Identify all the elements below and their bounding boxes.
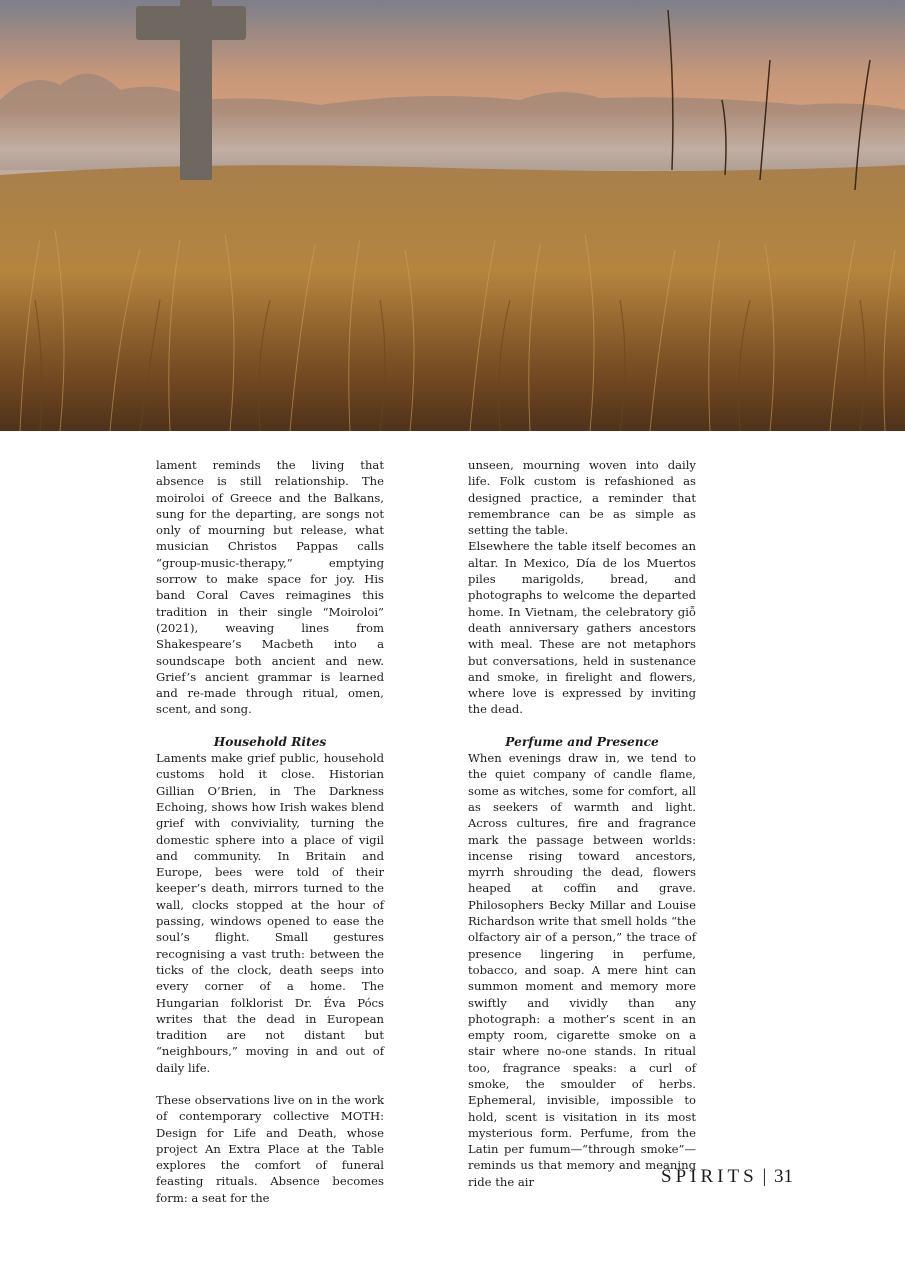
- misty-meadow-cross-photo: [0, 0, 905, 431]
- magazine-name: SPIRITS: [661, 1166, 758, 1187]
- page-number: 31: [774, 1166, 793, 1187]
- header-photo: [0, 0, 905, 431]
- heading-household-rites: Household Rites: [213, 734, 327, 749]
- right-column: [468, 457, 696, 1190]
- left-column: [156, 457, 384, 1206]
- left-paragraph-3: These observations live on in the work of contemporary collective MOTH: Design for Life and Death, whose project An Extra Place at the Table explores the comfort of funeral feasting rituals. Absence becomes form: a seat for the: [156, 1092, 384, 1205]
- right-paragraph-2: Elsewhere the table itself becomes an altar. In Mexico, Día de los Muertos piles marigolds, bread, and photographs to welcome the departed home. In Vietnam, the celebratory giỗ death anniversary gathers ancestors with meal. These are not metaphors but conversations, held in sustenance and smoke, in firelight and flowers, where love is expressed by inviting the dead.: [468, 539, 696, 717]
- page-footer: [661, 1166, 793, 1188]
- left-paragraph-2: Laments make grief public, household customs hold it close. Historian Gillian O’Brien, in The Darkness Echoing, shows how Irish wakes blend grief with conviviality, turning the domestic sphere into a place of vigil and community. In Britain and Europe, bees were told of their keeper’s death, mirrors turned to the wall, clocks stopped at the hour of passing, windows opened to ease the soul’s flight. Small gestures recognising a vast truth: between the ticks of the clock, death seeps into every corner of a home. The Hungarian folklorist Dr. Éva Pócs writes that the dead in European tradition are not distant but “neighbours,” moving in and out of daily life.: [156, 751, 384, 1075]
- left-paragraph-1: lament reminds the living that absence is still relationship. The moiroloi of Greece and the Balkans, sung for the departing, are songs not only of mourning but release, what musician Christos Pappas calls “group-music-therapy,” emptying sorrow to make space for joy. His band Coral Caves reimagines this tradition in their single “Moiroloi” (2021), weaving lines from Shakespeare’s Macbeth into a soundscape both ancient and new. Grief’s ancient grammar is learned and re-made through ritual, omen, scent, and song.: [156, 458, 384, 717]
- heading-perfume-and-presence: Perfume and Presence: [505, 734, 659, 749]
- right-paragraph-3: When evenings draw in, we tend to the quiet company of candle flame, some as witches, some for comfort, all as seekers of warmth and light. Across cultures, fire and fragrance mark the passage between worlds: incense rising toward ancestors, myrrh shrouding the dead, flowers heaped at coffin and grave. Philosophers Becky Millar and Louise Richardson write that smell holds “the olfactory air of a person,” the trace of presence lingering in perfume, tobacco, and soap. A mere hint can summon moment and memory more swiftly and vividly than any photograph: a mother’s scent in an empty room, cigarette smoke on a stair where no-one stands. In ritual too, fragrance speaks: a curl of smoke, the smoulder of herbs. Ephemeral, invisible, impossible to hold, scent is visitation in its most mysterious form. Perfume, from the Latin per fumum—“through smoke”—reminds us that memory and meaning ride the air: [468, 751, 696, 1189]
- right-paragraph-1: unseen, mourning woven into daily life. Folk custom is refashioned as designed practice, a reminder that remembrance can be as simple as setting the table.: [468, 458, 696, 538]
- footer-separator: |: [762, 1166, 767, 1187]
